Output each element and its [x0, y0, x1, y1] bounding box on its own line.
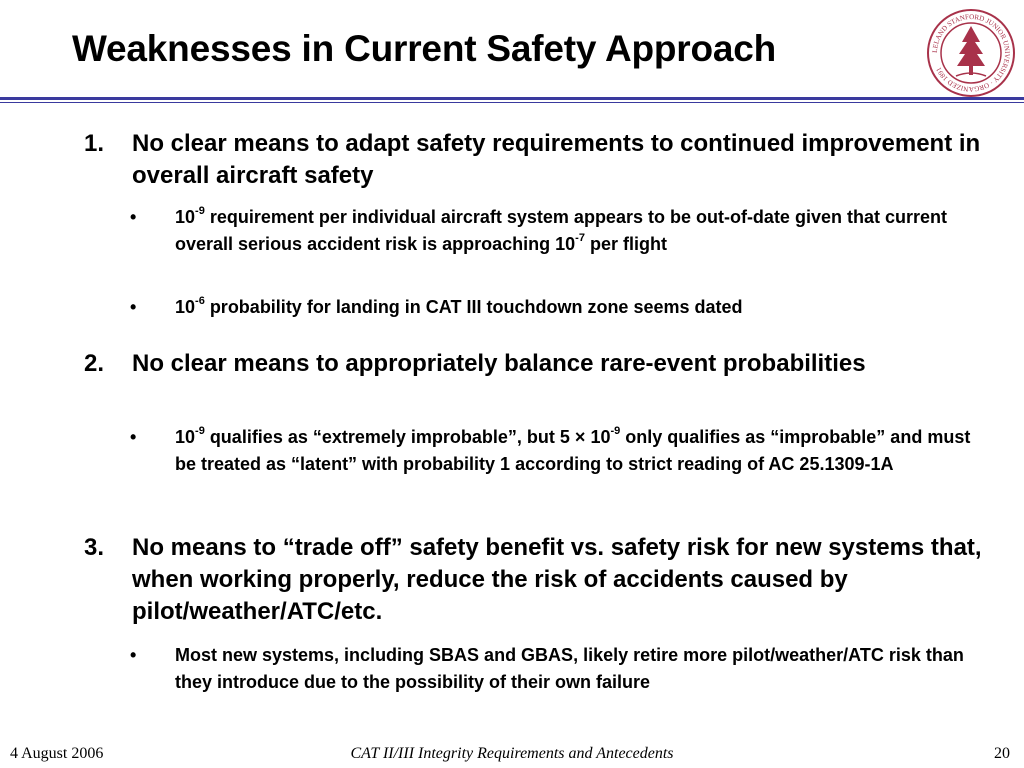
item-number: 1. — [84, 130, 105, 157]
title-underline-thin — [0, 102, 1024, 103]
footer-date: 4 August 2006 — [10, 745, 104, 762]
item-text: No clear means to appropriately balance rare-event probabilities — [132, 350, 866, 377]
bullet-text: $10^{-9}$ requirement per individual aircraft system appears to be out-of-date given that current overall serious accident risk is approaching $10^{-7}$ per flight — [175, 205, 947, 254]
bullet-marker: • — [130, 297, 137, 317]
item-text: No means to “trade off” safety benefit vs. safety risk for new systems that, when working properly, reduce the risk of accidents caused by pilot/weather/ATC/etc. — [132, 534, 982, 625]
slide-title: Weaknesses in Current Safety Approach — [72, 28, 777, 69]
footer-page-number: 20 — [994, 745, 1010, 762]
bullet-marker: • — [130, 207, 137, 227]
item-number: 2. — [84, 350, 105, 377]
bullet-marker: • — [130, 427, 137, 447]
bullet-text: $10^{-9}$ qualifies as “extremely improbable”, but $5 \times 10^{-9}$ only qualifies as “improbable” and must be treated as “latent” with probability 1 according to strict reading of AC 25.1309-1A — [175, 425, 971, 474]
bullet-text: $10^{-6}$ probability for landing in CAT III touchdown zone seems dated — [175, 295, 743, 317]
stanford-seal-logo — [926, 8, 1016, 98]
bullet-text: Most new systems, including SBAS and GBAS, likely retire more pilot/weather/ATC risk than they introduce due to the possibility of their own failure — [175, 645, 964, 692]
item-number: 3. — [84, 534, 105, 561]
footer-title: CAT II/III Integrity Requirements and Antecedents — [350, 745, 674, 762]
svg-text:LELAND STANFORD JUNIOR UNIVERS: LELAND STANFORD JUNIOR UNIVERSITY · ORGANIZED 1891 — [930, 12, 1012, 94]
item-text: No clear means to adapt safety requirements to continued improvement in overall aircraft safety — [132, 130, 981, 189]
bullet-marker: • — [130, 645, 137, 665]
title-underline-thick — [0, 97, 1024, 100]
